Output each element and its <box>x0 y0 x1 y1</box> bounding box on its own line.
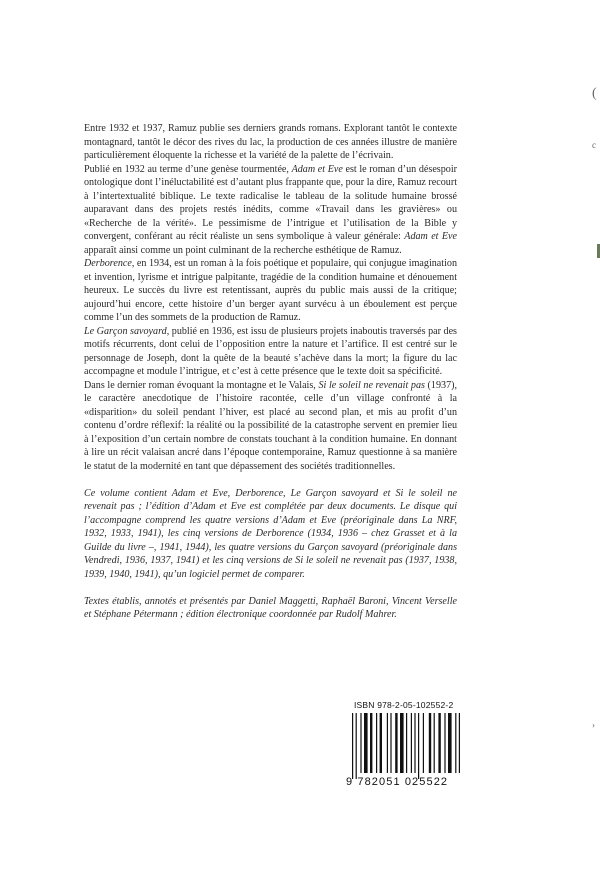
barcode-bar <box>434 713 435 773</box>
edge-fragment-1: ( <box>592 86 597 101</box>
paragraph-intro: Entre 1932 et 1937, Ramuz publie ses derniers grands romans. Explorant tantôt le contexte montagnard, tantôt le décor des rives du lac, la production de ces années illustre de manière particulièrement éloquente la richesse et la variété de la palette de l’écrivain. <box>84 123 457 161</box>
barcode-bar <box>376 713 377 773</box>
paragraph-garcon-savoyard: Le Garçon savoyard, publié en 1936, est issu de plusieurs projets inaboutis traversés par des motifs récurrents, dont celui de l’opposition entre la nature et l’artifice. Il est centré sur le personnage de Joseph, dont la quête de la beauté s’achève dans la mort; la figure du lac accompagne et module l’intrigue, et c’est à cette présence que le texte doit sa spécificité. <box>84 325 457 377</box>
barcode-bar <box>448 713 452 773</box>
credits: Textes établis, annotés et présentés par Daniel Maggetti, Raphaël Baroni, Vincent Verselle et Stéphane Pétermann ; édition électronique coordonnée par Rudolf Mahrer. <box>84 595 457 620</box>
barcode-bar <box>360 713 361 773</box>
barcode-bar <box>380 713 382 773</box>
barcode-digits: 9 782051 025522 <box>346 776 449 788</box>
barcode-bar <box>406 713 407 773</box>
isbn-label: ISBN 978-2-05-102552-2 <box>354 700 454 710</box>
blurb <box>84 122 457 622</box>
barcode <box>348 703 460 785</box>
barcode-bar <box>423 713 424 773</box>
paragraph-adam-et-eve: Publié en 1932 au terme d’une genèse tourmentée, Adam et Eve est le roman d’un désespoir ontologique dont l’inéluctabilité est d’autant plus frappante que, pour la dire, Ramuz recourt à l’intertextualité biblique. Le texte radicalise le tableau de la solitude humaine brossé auparavant dans des projets restés inédits, comme «Travail dans les gravières» ou «Recherche de la vérité». Le pessimisme de l’intrigue et l’utilisation de la Bible y convergent, conférant au récit réaliste un sens symbolique à valeur générale: Adam et Eve apparaît ainsi comme un point culminant de la recherche esthétique de Ramuz. <box>84 163 457 256</box>
barcode-bar <box>395 713 397 773</box>
barcode-bar <box>356 713 357 779</box>
barcode-bar <box>352 713 353 779</box>
barcode-bar <box>455 713 456 773</box>
barcode-bar <box>438 713 440 773</box>
barcode-bar <box>390 713 391 773</box>
edge-fragment-2: c <box>592 140 596 150</box>
paragraph-si-le-soleil: Dans le dernier roman évoquant la montagne et le Valais, Si le soleil ne revenait pas (1937), le caractère anecdotique de l’histoire racontée, celle d’un village confronté à la «disparition» du soleil pendant l’hiver, est placé au second plan, et mis au profit d’un contenu d’ordre réflexif: la réalité ou la possibilité de la catastrophe servent en premier lieu à l’exposition d’un certain nombre de constats touchant à la condition humaine. En donnant à lire un récit valaisan ancré dans l’époque contemporaine, Ramuz questionne à sa manière le statut de la modernité en tant que dépassement des sociétés traditionnelles. <box>84 379 457 472</box>
barcode-bar <box>459 713 460 773</box>
barcode-bar <box>370 713 372 773</box>
contents-note: Ce volume contient Adam et Eve, Derborence, Le Garçon savoyard et Si le soleil ne revenait pas ; l’édition d’Adam et Eve est complétée par deux documents. Le disque qui l’accompagne comprend les quatre versions d’Adam et Eve (préoriginale dans La NRF, 1932, 1933, 1941), les cinq versions de Derborence (1934, 1936 – chez Grasset et à la Guilde du livre –, 1941, 1944), les quatre versions du Garçon savoyard (préoriginale dans Vendredi, 1936, 1937, 1941) et les cinq versions de Si le soleil ne revenait pas (1937, 1938, 1939, 1940, 1941), qu’un logiciel permet de comparer. <box>84 487 457 580</box>
paragraph-derborence: Derborence, en 1934, est un roman à la fois poétique et populaire, qui conjugue imagination et invention, lyrisme et intrigue palpitante, tragédie de la condition humaine et dénouement heureux. Le succès du livre est retentissant, auprès du public mais aussi de la critique; aujourd’hui encore, cette histoire d’un berger ayant survécu à un éboulement est perçue comme l’un des sommets de la production de Ramuz. <box>84 258 457 323</box>
barcode-bar <box>414 713 415 773</box>
barcode-bar <box>364 713 368 773</box>
barcode-bar <box>411 713 412 773</box>
edge-fragment-3: › <box>592 720 595 730</box>
barcode-bar <box>387 713 388 773</box>
barcode-bar <box>400 713 404 773</box>
barcode-bar <box>418 713 419 779</box>
barcode-bar <box>444 713 445 773</box>
barcode-bar <box>429 713 431 773</box>
